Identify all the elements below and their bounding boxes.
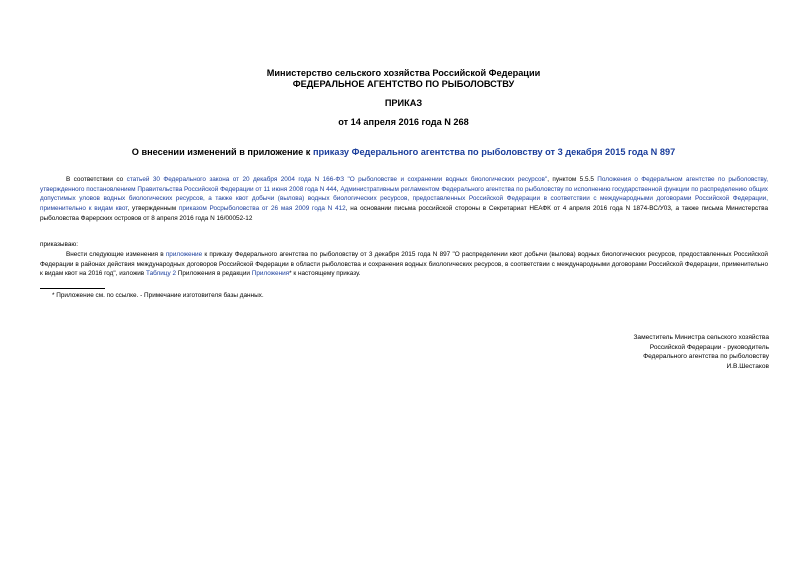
preamble-paragraph <box>40 175 768 224</box>
footnote: * Приложение см. по ссылке. - Примечание изготовителя базы данных. <box>52 292 264 299</box>
preamble-text-5: , на основании письма российской стороны в Секретариат НЕАФК от 4 апреля 2016 года N 1874-ВС/У03, а также письма Министерства рыболовства Фарерских островов от 8 апреля 2016 года N 16/00052-12 <box>40 205 768 222</box>
body-text-3: Приложения в редакции <box>176 270 252 278</box>
signature-position-line-3: Федерального агентства по рыболовству <box>643 353 769 361</box>
federal-law-link[interactable]: статьей 30 Федерального закона от 20 декабря 2004 года N 166-ФЗ "О рыболовстве и сохранении водных биологических ресурсов" <box>126 176 548 183</box>
signature-position-line-2: Российской Федерации - руководитель <box>649 343 769 351</box>
agency-regulation-link[interactable]: Положения о Федеральном агентстве по рыболовству, утвержденного постановлением Правительства Российской Федерации от 11 июня 2008 года N 444 <box>40 176 769 193</box>
preamble-text-4: , утвержденным <box>127 205 179 213</box>
title-prefix: О внесении изменений в приложение к <box>131 147 313 157</box>
body-text-2: к приказу Федерального агентства по рыболовству от 3 декабря 2015 года N 897 "О распределении квот добычи (вылова) водных биологических ресурсов, предоставленных Российской Федерации в районах действия международных договоров Российской Федерации в области рыболовства и сохранения водных биологических ресурсов, в соответствии с международными договорами Российской Федерации, применительно к видам квот на 2016 год", изложив <box>40 251 768 278</box>
body-paragraph <box>40 250 768 279</box>
rosrybolovstvo-order-link[interactable]: приказом Росрыболовства от 26 мая 2009 года N 412 <box>178 205 346 213</box>
preamble-text-1: В соответствии со <box>66 176 127 183</box>
signature-block <box>633 333 769 371</box>
body-text-4: * к настоящему приказу. <box>289 270 361 278</box>
document-title <box>0 147 807 157</box>
agency-name: ФЕДЕРАЛЬНОЕ АГЕНТСТВО ПО РЫБОЛОВСТВУ <box>292 79 515 89</box>
order-word: приказываю: <box>40 241 78 248</box>
appendix-edition-link[interactable]: Приложения <box>251 270 290 278</box>
appendix-link[interactable]: приложение <box>165 251 203 258</box>
document-type: ПРИКАЗ <box>384 98 423 108</box>
signatory-name: И.В.Шестаков <box>726 362 769 370</box>
signature-position-line-1: Заместитель Министра сельского хозяйства <box>633 334 769 341</box>
body-text-1: Внести следующие изменения в <box>66 251 166 258</box>
preamble-text-3: , <box>336 185 341 193</box>
preamble-text-2: , пунктом 5.5.5 <box>547 176 598 183</box>
title-order-link[interactable]: приказу Федерального агентства по рыболовству от 3 декабря 2015 года N 897 <box>312 147 676 157</box>
table-2-link[interactable]: Таблицу 2 <box>145 270 176 278</box>
footnote-divider <box>40 288 105 289</box>
document-date-number: от 14 апреля 2016 года N 268 <box>338 117 469 127</box>
ministry-name: Министерство сельского хозяйства Российской Федерации <box>266 68 541 78</box>
admin-regulation-link[interactable]: Административным регламентом Федерального агентства по рыболовству по исполнению государственной функции по распределению общих допустимых уловов водных биологических ресурсов, а также квот добычи (вылова) водных биологических ресурсов, предоставленных Российской Федерации в соответствии с международными договорами Российской Федерации, применительно к видам квот <box>40 185 768 213</box>
